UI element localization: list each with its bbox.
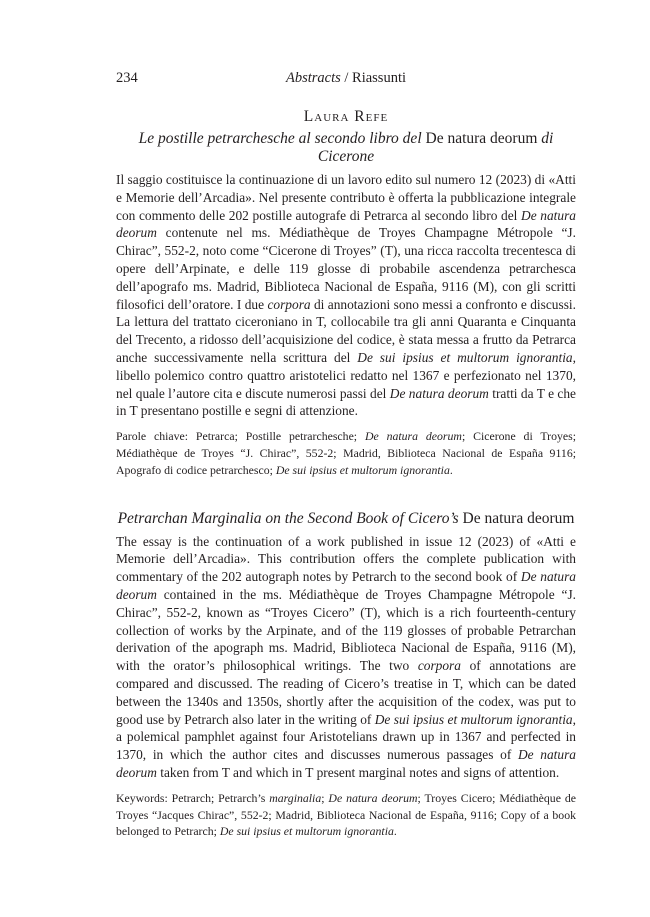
text-run: , libello polemico contro quattro aristotelici redatto nel 1367 e perfezionato nel 1370, nel quale l’autore cita e discute numerosi passi del: [116, 349, 576, 401]
section-spacer: [116, 479, 576, 506]
text-run: , a polemical pamphlet against four Aristotelians drawn up in 1367 and perfected in 1370, in which the author cites and discusses numerous passages of: [116, 711, 576, 763]
text-run: Parole chiave: Petrarca; Postille petrarchesche;: [116, 429, 365, 444]
text-run: contained in the ms. Médiathèque de Troyes Champagne Métropole “J. Chirac”, 552-2, known as “Troyes Cicero” (T), which is a rich fourteenth-century collection of works by the Arpinate, and of the 119 glosses of probable Petrarchan derivation of the apograph ms. Madrid, Biblioteca Nacional de España, 9116 (M), with the orator’s philosophical writings. The two: [116, 586, 576, 674]
text-run: di annotazioni sono messi a confronto e discussi. La lettura del trattato ciceroniano in T, collocabile tra gli anni Quaranta e Cinquanta del Trecento, a ridosso dell’acquisizione del codice, è stata messa a frutto da Petrarca anche successivamente nella scrittura del: [116, 296, 576, 365]
text-run: di Cicerone: [317, 130, 554, 165]
text-run: De natura deorum: [462, 509, 575, 527]
italian-title: [116, 130, 576, 166]
text-run: ; Troyes Cicero; Médiathèque de Troyes “Jacques Chirac”, 552-2; Madrid, Biblioteca Nacional de España, 9116; Copy of a book belonged to Petrarch;: [116, 790, 576, 839]
running-head: [116, 70, 576, 90]
text-run: De natura deorum: [389, 385, 489, 401]
running-title: [116, 70, 576, 87]
page-number: 234: [116, 70, 138, 86]
running-title-italic: Abstracts: [285, 70, 341, 86]
text-run: of annotations are compared and discussed. The reading of Cicero’s treatise in T, which can be dated between the 1340s and 1350s, shortly after the acquisition of the codex, was put to good use by Petrarch also later in the writing of: [116, 658, 576, 727]
english-title: [116, 510, 576, 528]
english-abstract: [116, 533, 576, 782]
italian-abstract: [116, 171, 576, 420]
text-run: De natura deorum: [116, 207, 576, 241]
text-run: De sui ipsius et multorum ignorantia: [275, 462, 450, 477]
text-run: .: [393, 824, 397, 839]
text-run: contenute nel ms. Médiathèque de Troyes Champagne Métropole “J. Chirac”, 552-2, noto come “Cicerone di Troyes” (T), una ricca raccolta trecentesca di opere dell’Arpinate, e delle 119 glosse di probabile ascendenza petrarchesca dell’apografo ms. Madrid, Biblioteca Nacional de España, 9116 (M), con gli scritti filosofici dell’oratore. I due: [116, 225, 576, 312]
text-run: De natura deorum: [116, 747, 576, 780]
text-run: Keywords: Petrarch; Petrarch’s: [116, 790, 270, 805]
text-run: The essay is the continuation of a work published in issue 12 (2023) of «Atti e Memorie dell’Arcadia». This contribution offers the complete publication with commentary of the 202 autograph notes by Petrarch to the second book of: [116, 533, 576, 585]
text-run: corpora: [417, 658, 461, 674]
text-run: Il saggio costituisce la continuazione di un lavoro edito sul numero 12 (2023) di «Atti e Memorie dell’Arcadia». Nel presente contributo è offerta la pubblicazione integrale con commento delle 202 postille autografe di Petrarca al secondo libro del: [116, 172, 576, 223]
italian-keywords: [116, 428, 576, 478]
page: [116, 70, 576, 840]
text-run: De natura deorum: [116, 569, 576, 602]
text-run: ;: [321, 790, 329, 805]
text-run: Petrarchan Marginalia on the Second Book of Cicero’s: [117, 509, 463, 527]
text-run: Le postille petrarchesche al secondo libro del: [138, 130, 426, 147]
english-keywords: [116, 790, 576, 840]
text-run: .: [449, 462, 453, 477]
text-run: tratti da T e che in T presentano postille e segni di attenzione.: [116, 385, 576, 419]
text-run: corpora: [267, 296, 311, 312]
text-run: ; Cicerone di Troyes; Médiathèque de Troyes “J. Chirac”, 552-2; Madrid, Biblioteca Nacional de España 9116; Apografo di codice petrarchesco;: [116, 429, 576, 477]
text-run: taken from T and which in T present marginal notes and signs of attention.: [156, 764, 560, 780]
text-run: De natura deorum: [364, 429, 462, 444]
running-title-rest: / Riassunti: [340, 70, 407, 86]
text-run: De natura deorum: [425, 130, 538, 147]
author-name: Laura Refe: [303, 108, 389, 125]
text-run: De natura deorum: [328, 790, 418, 805]
text-run: De sui ipsius et multorum ignorantia: [374, 711, 573, 727]
text-run: De sui ipsius et multorum ignorantia: [357, 349, 573, 365]
text-run: marginalia: [269, 790, 322, 805]
text-run: De sui ipsius et multorum ignorantia: [219, 824, 394, 839]
